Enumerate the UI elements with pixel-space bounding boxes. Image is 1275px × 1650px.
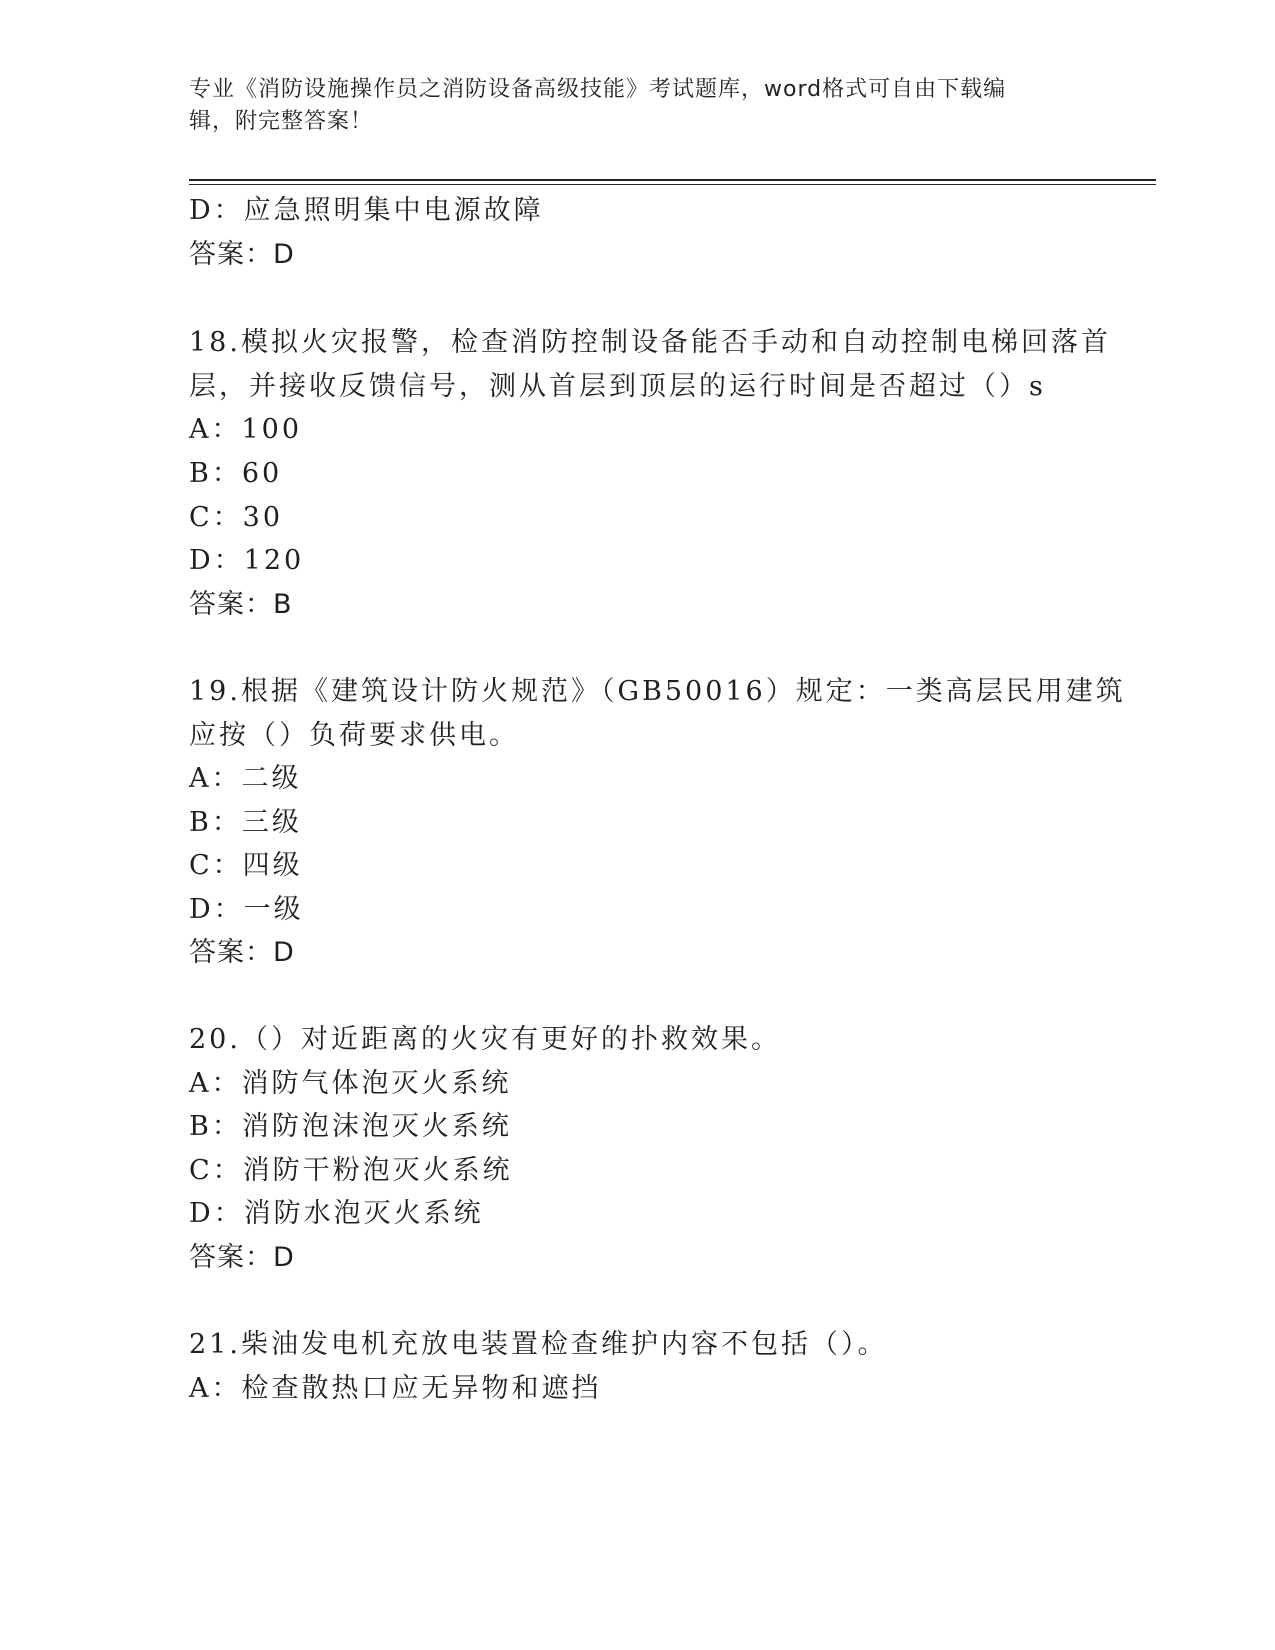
option-line: A：消防气体泡灭火系统 [189,1068,512,1099]
header-line-2: 辑，附完整答案！ [189,109,374,134]
option-line: B：消防泡沫泡灭火系统 [189,1111,512,1142]
option-line: D：120 [189,545,305,576]
answer-line: 答案：B [189,589,293,620]
answer-line: 答案：D [189,937,295,968]
question-line: 层，并接收反馈信号，测从首层到顶层的运行时间是否超过（）s [189,371,1046,402]
answer-line: 答案：D [189,1242,295,1273]
question-line: 19.根据《建筑设计防火规范》（GB50016）规定：一类高层民用建筑 [189,676,1126,707]
question-line: 20.（）对近距离的火灾有更好的扑救效果。 [189,1024,781,1055]
question-line: 18.模拟火灾报警，检查消防控制设备能否手动和自动控制电梯回落首 [189,327,1111,358]
header-divider-thin [189,184,1156,185]
question-line: 21.柴油发电机充放电装置检查维护内容不包括（）。 [189,1329,888,1360]
option-line: D：应急照明集中电源故障 [189,195,544,226]
option-line: D：消防水泡灭火系统 [189,1198,484,1229]
option-line: C：四级 [189,850,303,881]
document-header [189,74,1089,138]
option-line: B：60 [189,458,283,489]
header-divider-thick [189,179,1156,181]
option-line: D：一级 [189,894,304,925]
option-line: B：三级 [189,807,302,838]
header-line-1: 专业《消防设施操作员之消防设备高级技能》考试题库，word格式可自由下载编 [189,77,1007,102]
answer-line: 答案：D [189,239,295,270]
option-line: C：消防干粉泡灭火系统 [189,1155,513,1186]
option-line: A：检查散热口应无异物和遮挡 [189,1373,602,1404]
question-line: 应按（）负荷要求供电。 [189,720,519,751]
option-line: C：30 [189,502,284,533]
option-line: A：100 [189,414,303,445]
option-line: A：二级 [189,763,302,794]
